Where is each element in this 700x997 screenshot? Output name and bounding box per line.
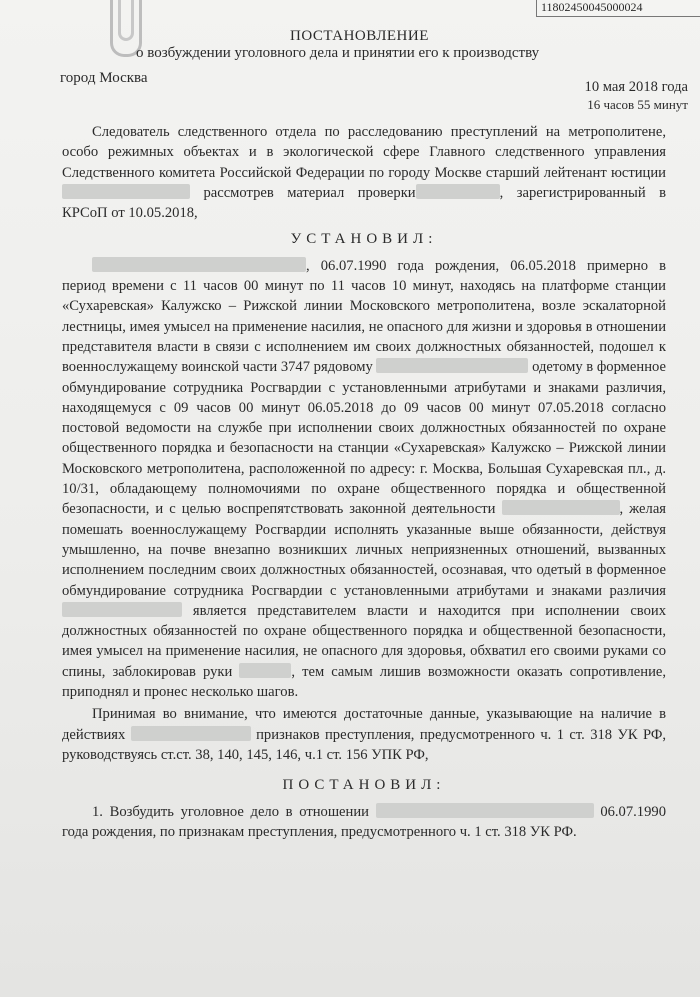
heading-resolved: ПОСТАНОВИЛ:	[282, 777, 446, 794]
established-text-4: является представителем власти и находится при исполнении своих должностных обязанностей по охране общественного порядка и общественной безопасности, имея умысел на применение насилия, не опасного для здоровья, обхватил его своими руками со спины, заблокировав руки	[62, 602, 666, 680]
document-title: ПОСТАНОВЛЕНИЕ	[290, 28, 429, 44]
resolved-text-1: 1. Возбудить уголовное дело в отношении	[92, 803, 369, 820]
heading-established: УСТАНОВИЛ:	[290, 231, 438, 248]
document-body	[62, 122, 666, 842]
redacted-suspect-name-2	[131, 726, 251, 741]
intro-text-3: , зарегистрированный в КРСоП от 10.05.2018,	[62, 184, 666, 222]
redacted-soldier-name-3	[62, 602, 182, 617]
resolved-text-2: 06.07.1990 года рождения, по признакам преступления, предусмотренного ч. 1 ст. 318 УК РФ.	[62, 803, 666, 840]
established-text-2: одетому в форменное обмундирование сотрудника Росгвардии с установленными атрибутами и знаками различия, находящемуся с 09 часов 00 минут 06.05.2018 до 09 часов 00 минут 07.05.2018 согласно постовой ведомости на службе при исполнении своих должностных обязанностей по охране общественного порядка и безопасности на станции «Сухаревская» Калужско – Рижской линии Московского метрополитена, расположенной по адресу: г. Москва, Большая Сухаревская пл., д. 10/31, обладающему полномочиями по охране общественного порядка и общественной безопасности, и с целью воспрепятствовать законной деятельности	[62, 359, 666, 518]
redacted-suspect-name-3	[376, 803, 594, 818]
intro-text-1: Следователь следственного отдела по расследованию преступлений на метрополитене, особо режимных объектах и в экологической сфере Главного следственного управления Следственного комитета Российской Федерации по городу Москве старший лейтенант юстиции	[62, 124, 666, 181]
redacted-suspect-name	[92, 257, 306, 272]
redacted-soldier-name-2	[502, 500, 620, 515]
redacted-soldier-name	[376, 358, 528, 373]
city: город Москва	[60, 70, 148, 86]
considering-paragraph	[62, 704, 666, 765]
intro-text-2: рассмотрев материал проверки	[203, 184, 416, 201]
redacted-investigator-name	[62, 184, 190, 199]
established-text-3: , желая помешать военнослужащему Росгвардии исполнять указанные выше обязанности, действуя умышленно, на почве внезапно возникших личных неприязненных отношений, вызванных исполнением последним своих должностных обязанностей, осознавая, что одетый в форменное обмундирование сотрудника Росгвардии с установленными атрибутами и знаками различия	[62, 501, 667, 599]
established-paragraph	[62, 256, 666, 703]
document-subtitle: о возбуждении уголовного дела и принятии его к производству	[136, 45, 540, 61]
redacted-material-id	[416, 184, 500, 199]
document-time: 16 часов 55 минут	[587, 97, 688, 112]
resolved-paragraph	[62, 802, 666, 843]
intro-paragraph	[62, 122, 666, 223]
considering-text-2: признаков преступления, предусмотренного ч. 1 ст. 318 УК РФ, руководствуясь ст.ст. 38, 140, 145, 146, ч.1 ст. 156 УПК РФ,	[62, 726, 666, 763]
document-date: 10 мая 2018 года	[584, 79, 688, 95]
document-number: 11802450045000024	[536, 0, 700, 17]
established-text-5: , тем самым лишив возможности оказать сопротивление, приподнял и пронес несколько шагов.	[62, 663, 666, 701]
established-text-1: , 06.07.1990 года рождения, 06.05.2018 примерно в период времени с 11 часов 00 минут по 11 часов 10 минут, находясь на платформе станции «Сухаревская» Калужско – Рижской линии Московского метрополитена, возле эскалаторной лестницы, имея умысел на применение насилия, не опасного для жизни и здоровья в отношении представителя власти в связи с исполнением им своих должностных обязанностей, подошел к военнослужащему воинской части 3747 рядовому	[62, 257, 666, 376]
redacted-soldier-name-4	[239, 663, 291, 678]
considering-text-1: Принимая во внимание, что имеются достаточные данные, указывающие на наличие в действиях	[62, 706, 666, 743]
paperclip-inner-icon	[118, 0, 134, 41]
